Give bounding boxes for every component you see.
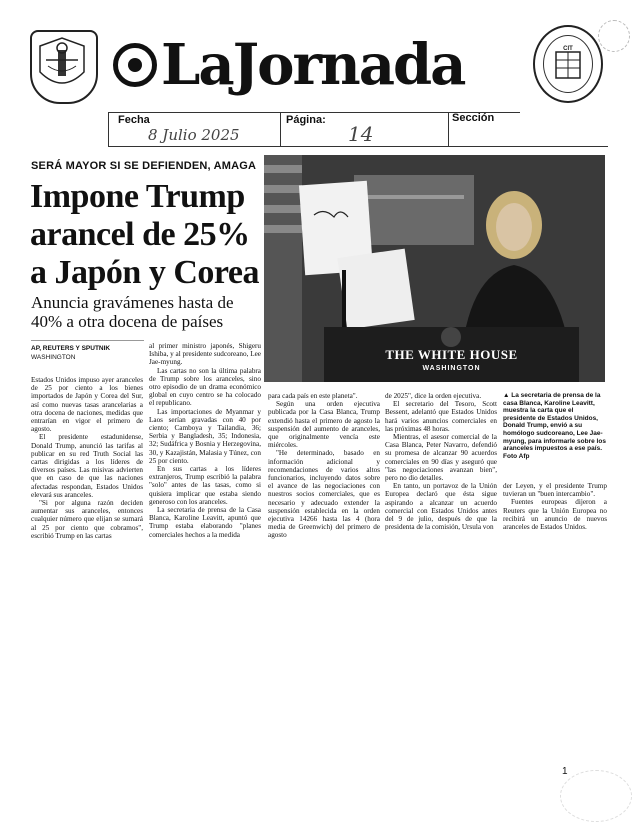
faint-stamp-mark <box>560 770 632 822</box>
article-column-1 <box>31 376 143 540</box>
fecha-handwritten: 8 Julio 2025 <box>148 126 240 144</box>
paragraph: Según una orden ejecutiva publicada por la Casa Blanca, Trump extendió hasta el primero de agosto la suspensión del aumento de aranceles, que originalmente vencía este miércoles. <box>268 400 380 450</box>
pagina-label: Página: <box>286 114 326 126</box>
article-column-2 <box>149 342 261 539</box>
paragraph: Las cartas no son la última palabra de Trump sobre los aranceles, sino otro episodio de un drama económico global en cuyo centro se ha colocado el republicano. <box>149 366 261 408</box>
page-number: 1 <box>562 766 568 777</box>
fecha-label: Fecha <box>118 114 150 126</box>
paragraph: "He determinado, basado en información adicional y recomendaciones de varios altos funcionarios, incluyendo datos sobre el avance de las negociaciones con nuestros socios comerciales, que es necesario y adecuado extender la suspensión establecida en la orden ejecutiva 14266 hasta las 4 (hora media de Greenwich) del primero de agosto <box>268 449 380 540</box>
paragraph: La secretaria de prensa de la Casa Blanca, Karoline Leavitt, apuntó que Trump estaba elaborando "planes comerciales hechos a la medida <box>149 506 261 539</box>
article-dateline: WASHINGTON <box>31 354 76 361</box>
logo-circle-icon <box>113 43 157 87</box>
logo-text: LaJornada <box>161 32 465 98</box>
pagina-handwritten: 14 <box>348 122 374 146</box>
svg-text:CIT: CIT <box>563 46 573 52</box>
university-seal-icon <box>30 30 98 104</box>
article-column-5 <box>503 482 607 531</box>
article-column-3 <box>268 392 380 540</box>
article-byline: AP, REUTERS Y SPUTNIK <box>31 345 111 352</box>
podium-sign-title: THE WHITE HOUSE <box>385 347 518 362</box>
newspaper-logo <box>113 30 518 100</box>
paragraph: El presidente estadunidense, Donald Trump, anunció las tarifas al publicar en su red Truth Social las cartas dirigidas a los líderes de diversos países. Las misivas advierten que en caso de que las naciones afectadas respondan, Estados Unidos elevará sus aranceles. <box>31 433 143 499</box>
podium-sign-subtitle: WASHINGTON <box>422 365 481 372</box>
meta-bottom-rule <box>108 146 608 147</box>
paragraph: En sus cartas a los líderes extranjeros, Trump escribió la palabra "solo" antes de las tasas, como si quisiera implicar que estaba siendo generoso con los aranceles. <box>149 465 261 506</box>
press-photo <box>264 155 605 382</box>
article-deck: Anuncia gravámenes hasta de 40% a otra docena de países <box>31 293 234 331</box>
paragraph: der Leyen, y el presidente Trump tuvieran un "buen intercambio". <box>503 482 607 499</box>
paragraph: para cada país en este planeta". <box>268 392 358 400</box>
paragraph: El secretario del Tesoro, Scott Bessent, adelantó que Estados Unidos hará varios anuncios comerciales en las próximas 48 horas. <box>385 400 497 433</box>
article-column-4 <box>385 392 497 531</box>
article-headline: Impone Trump arancel de 25% a Japón y Corea <box>30 178 259 291</box>
paragraph: de 2025", dice la orden ejecutiva. <box>385 392 482 400</box>
article-kicker: SERÁ MAYOR SI SE DEFIENDEN, AMAGA <box>31 160 257 172</box>
cit-seal-icon <box>533 25 603 103</box>
photo-caption: ▲ La secretaria de prensa de la casa Blanca, Karoline Leavitt, muestra la carta que el presidente de Estados Unidos, Donald Trump, envió a su homólogo sudcoreano, Lee Jae-myung, para informarle sobre los aranceles impuestos a ese país. Foto Afp <box>503 392 606 460</box>
paragraph: al primer ministro japonés, Shigeru Ishiba, y al presidente sudcoreano, Lee Jae-myung. <box>149 342 261 367</box>
paragraph: Estados Unidos impuso ayer aranceles de 25 por ciento a los bienes importados de Japón y Corea del Sur, así como nuevas tasas arancelarias a otra docena de naciones, medidas que entrarían en vigor el primero de agosto. <box>31 376 143 434</box>
paragraph: Mientras, el asesor comercial de la Casa Blanca, Peter Navarro, defendió su promesa de alcanzar 90 acuerdos comerciales en 90 días y aseguró que "las negociaciones avanzan bien", pero no dio detalles. <box>385 433 497 483</box>
paragraph: Las importaciones de Myanmar y Laos serían gravadas con 40 por ciento; Camboya y Tailandia, 36; Serbia y Bangladesh, 35; Indonesia, 32; Sudáfrica y Bosnia y Herzegovina, 30, y Kazajistán, Malasia y Túnez, con 25 por ciento. <box>149 407 261 465</box>
seccion-label: Sección <box>452 112 495 124</box>
paragraph: En tanto, un portavoz de la Unión Europea declaró que ésta sigue aspirando a alcanzar un acuerdo comercial con Estados Unidos antes del 9 de julio, después de que la presidenta de la comisión, Ursula von <box>385 482 497 532</box>
paragraph: Fuentes europeas dijeron a Reuters que la Unión Europea no recibirá un anuncio de nuevos aranceles de Estados Unidos. <box>503 498 607 532</box>
paragraph: "Si por alguna razón deciden aumentar sus aranceles, entonces cualquier número que elijan se sumará al 25 por ciento que cobramos", escribió Trump en las cartas <box>31 499 143 540</box>
faint-stamp-mark <box>598 20 630 52</box>
